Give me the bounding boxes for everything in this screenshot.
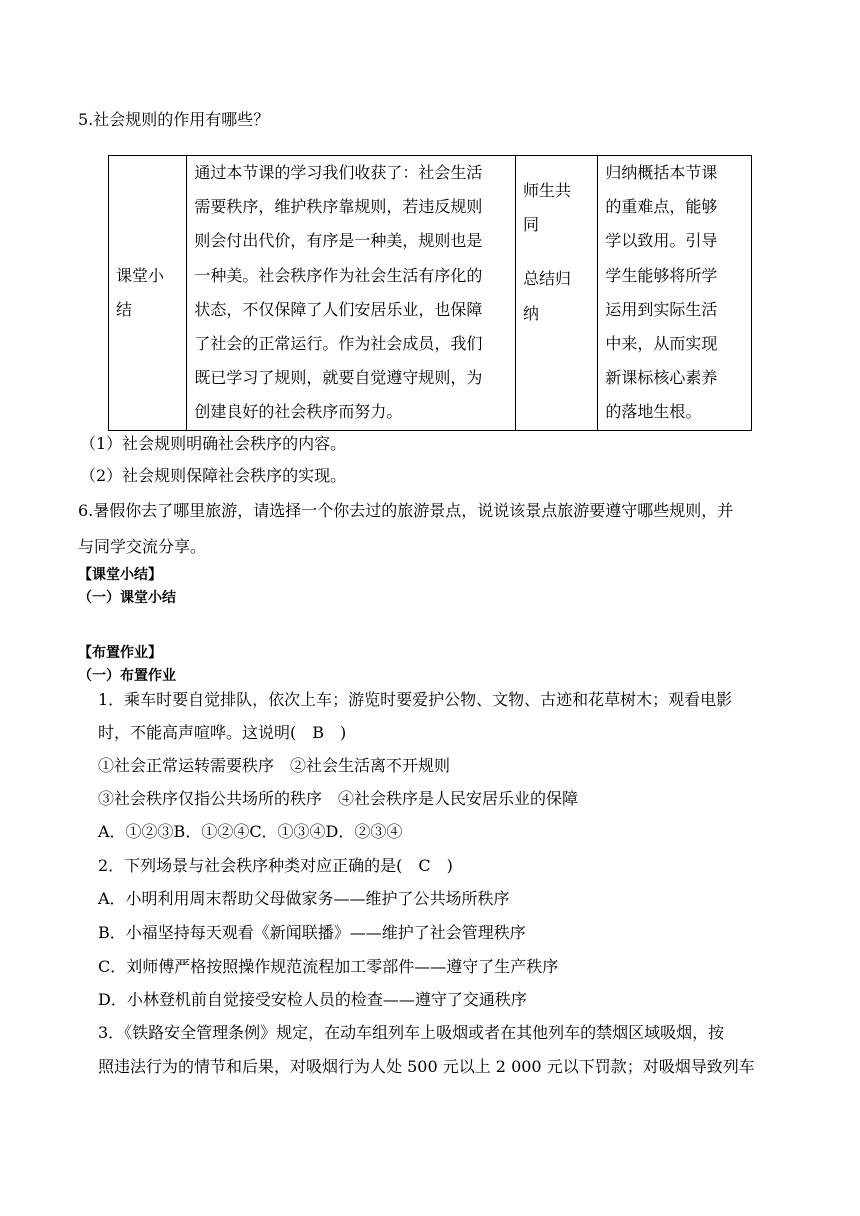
homework-2-option-a: A．小明利用周末帮助父母做家务——维护了公共场所秩序 [98,889,510,908]
question-6-line-2: 与同学交流分享。 [78,537,207,556]
content-line: 既已学习了规则，就要自觉遵守规则，为 [194,368,483,388]
homework-1-options-2: ③社会秩序仅指公共场所的秩序 ④社会秩序是人民安居乐业的保障 [98,789,579,808]
intent-line: 归纳概括本节课 [605,163,718,182]
question-5: 5.社会规则的作用有哪些？ [78,110,270,129]
activity-line: 师生共 [522,181,571,200]
content-line: 通过本节课的学习我们收获了：社会生活 [194,163,483,182]
intent-line: 的重难点，能够 [605,197,718,217]
homework-1-choices: A．①②③B．①②④C．①③④D．②③④ [98,822,403,841]
homework-2-option-d: D．小林登机前自觉接受安检人员的检查——遵守了交通秩序 [98,990,527,1009]
intent-line: 中来，从而实现 [605,334,718,354]
homework-1-line-1: 1．乘车时要自觉排队，依次上车；游览时要爱护公物、文物、古迹和花草树木；观看电影 [98,690,733,709]
activity-line: 总结归 [522,269,571,289]
content-line: 一种美。社会秩序作为社会生活有序化的 [194,265,483,285]
activity-line: 纳 [522,303,539,323]
content-line: 需要秩序，维护秩序靠规则，若违反规则 [194,197,483,217]
label-line: 结 [116,299,133,319]
intent-line: 学生能够将所学 [605,265,718,285]
table-cell-activity [515,156,597,431]
intent-line: 运用到实际生活 [605,299,718,319]
intent-line: 的落地生根。 [605,402,702,422]
lesson-summary-table [108,155,752,431]
subheading-homework: （一）布置作业 [78,668,176,684]
homework-3-line-1: 3．《铁路安全管理条例》规定，在动车组列车上吸烟或者在其他列车的禁烟区域吸烟，按 [98,1023,725,1042]
content-line: 了社会的正常运行。作为社会成员，我们 [194,334,483,354]
heading-homework: 【布置作业】 [78,645,162,661]
table-cell-intent [598,156,752,431]
table-cell-content [187,156,516,431]
homework-1-line-2: 时，不能高声喧哗。这说明( B ) [98,723,347,742]
homework-2-option-b: B．小福坚持每天观看《新闻联播》——维护了社会管理秩序 [98,923,526,942]
heading-class-summary: 【课堂小结】 [78,567,162,583]
content-line: 创建良好的社会秩序而努力。 [194,402,403,422]
question-6-line-1: 6.暑假你去了哪里旅游，请选择一个你去过的旅游景点，说说该景点旅游要遵守哪些规则，并 [78,501,734,520]
content-line: 状态，不仅保障了人们安居乐业，也保障 [194,299,483,319]
intent-line: 学以致用。引导 [605,231,718,251]
homework-3-line-2: 照违法行为的情节和后果，对吸烟行为人处 500 元以上 2 000 元以下罚款；对吸烟导致列车 [98,1057,755,1076]
homework-2-option-c: C．刘师傅严格按照操作规范流程加工零部件——遵守了生产秩序 [98,957,559,976]
homework-1-options-1: ①社会正常运转需要秩序 ②社会生活离不开规则 [98,756,451,775]
homework-2-stem: 2．下列场景与社会秩序种类对应正确的是( C ) [98,856,453,875]
answer-1: （1）社会规则明确社会秩序的内容。 [80,434,347,453]
activity-line: 同 [522,215,539,235]
answer-2: （2）社会规则保障社会秩序的实现。 [80,466,347,485]
label-line: 课堂小 [116,265,165,285]
subheading-class-summary: （一）课堂小结 [78,590,176,606]
table-cell-label [109,156,187,431]
intent-line: 新课标核心素养 [605,368,718,388]
content-line: 则会付出代价，有序是一种美，规则也是 [194,231,483,251]
